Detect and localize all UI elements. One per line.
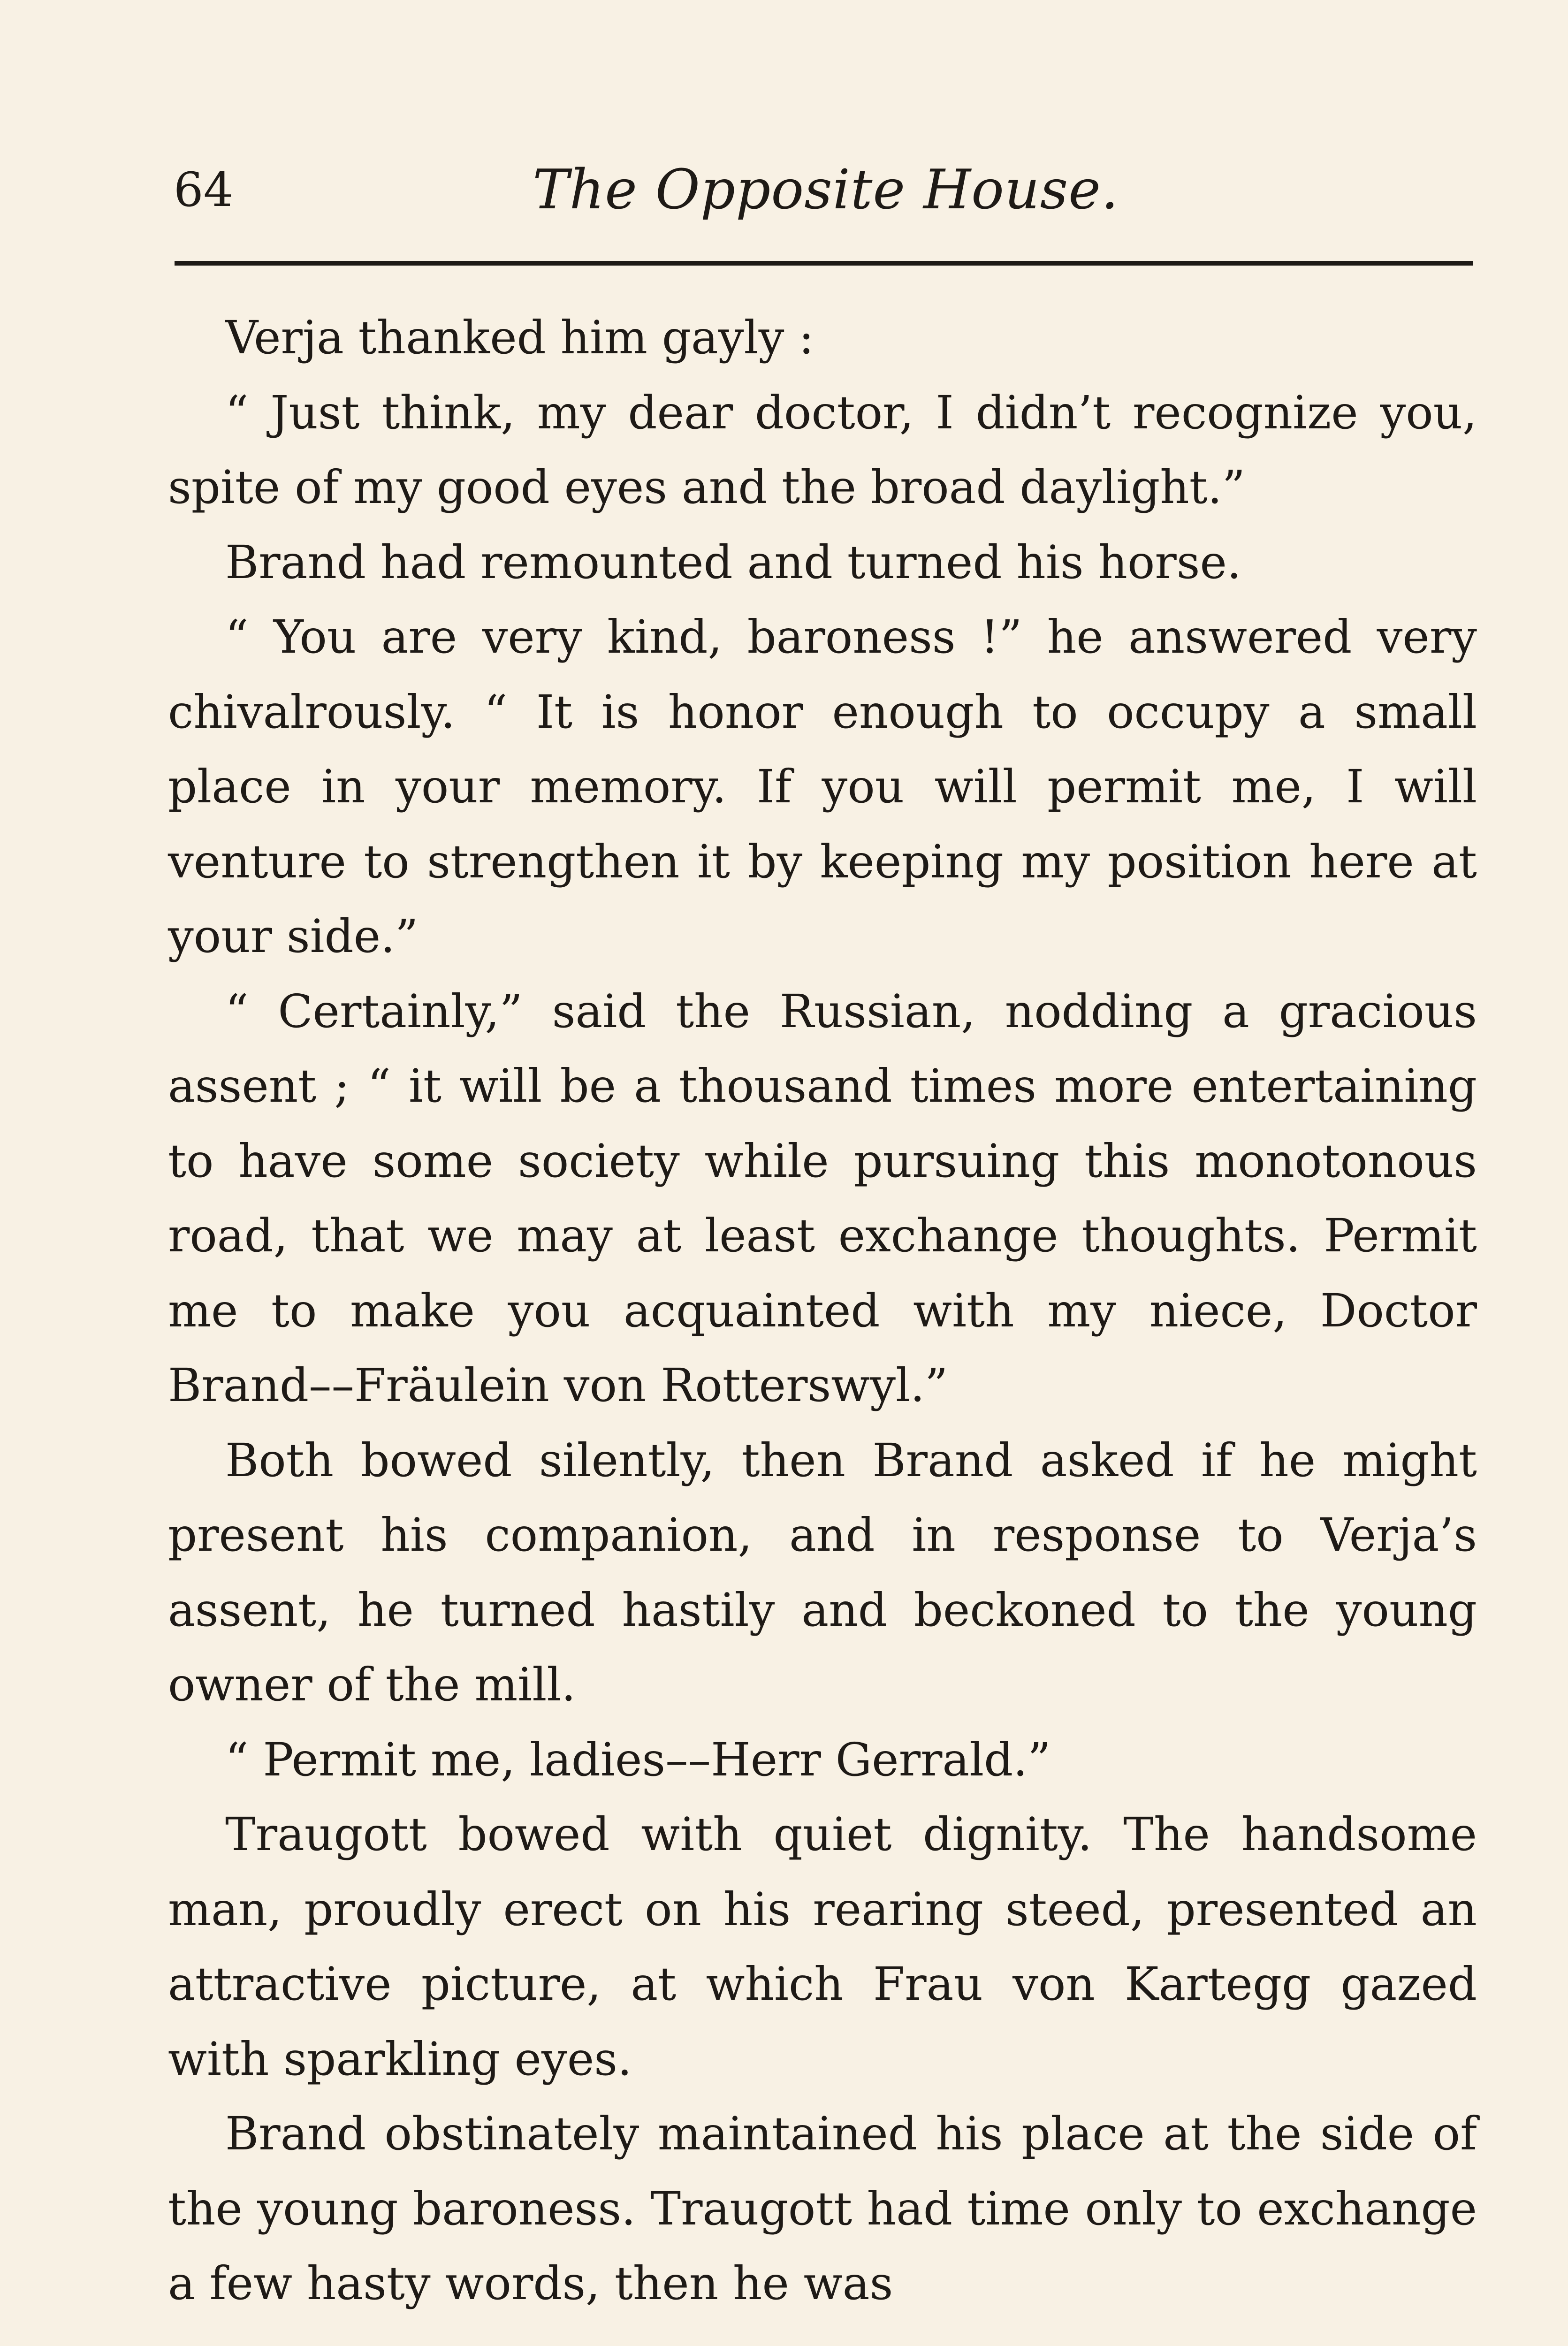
paragraph: “ You are very kind, baroness !” he answered very chivalrously. “ It is honor enough to occupy a small place in your memory. If you will permit me, I will venture to strengthen it by keeping my position here at your side.” [168, 610, 1477, 963]
paragraph: “ Permit me, ladies––Herr Gerrald.” [225, 1733, 1051, 1786]
body-text [168, 300, 1477, 2321]
paragraph: “ Just think, my dear doctor, I didn’t recognize you, spite of my good eyes and the broad daylight.” [168, 386, 1477, 514]
paragraph: Brand had remounted and turned his horse. [225, 535, 1241, 589]
page-number: 64 [174, 162, 234, 217]
paragraph: Both bowed silently, then Brand asked if he might present his companion, and in response to Verja’s assent, he turned hastily and beckoned to the young owner of the mill. [168, 1433, 1477, 1711]
paragraph: Traugott bowed with quiet dignity. The handsome man, proudly erect on his rearing steed, presented an attractive picture, at which Frau von Kartegg gazed with sparkling eyes. [168, 1808, 1477, 2086]
running-title: The Opposite House. [533, 158, 1119, 221]
paragraph: “ Certainly,” said the Russian, nodding a gracious assent ; “ it will be a thousand times more entertaining to have some society while pursuing this monotonous road, that we may at least exchange thoughts. Permit me to make you acquainted with my niece, Doctor Brand––Fräulein von Rotterswyl.” [168, 984, 1477, 1412]
page-header [174, 155, 1478, 225]
header-rule [175, 261, 1473, 266]
paragraph: Verja thanked him gayly : [225, 311, 814, 364]
paragraph: Brand obstinately maintained his place at the side of the young baroness. Traugott had time only to exchange a few hasty words, then he was [168, 2107, 1477, 2310]
